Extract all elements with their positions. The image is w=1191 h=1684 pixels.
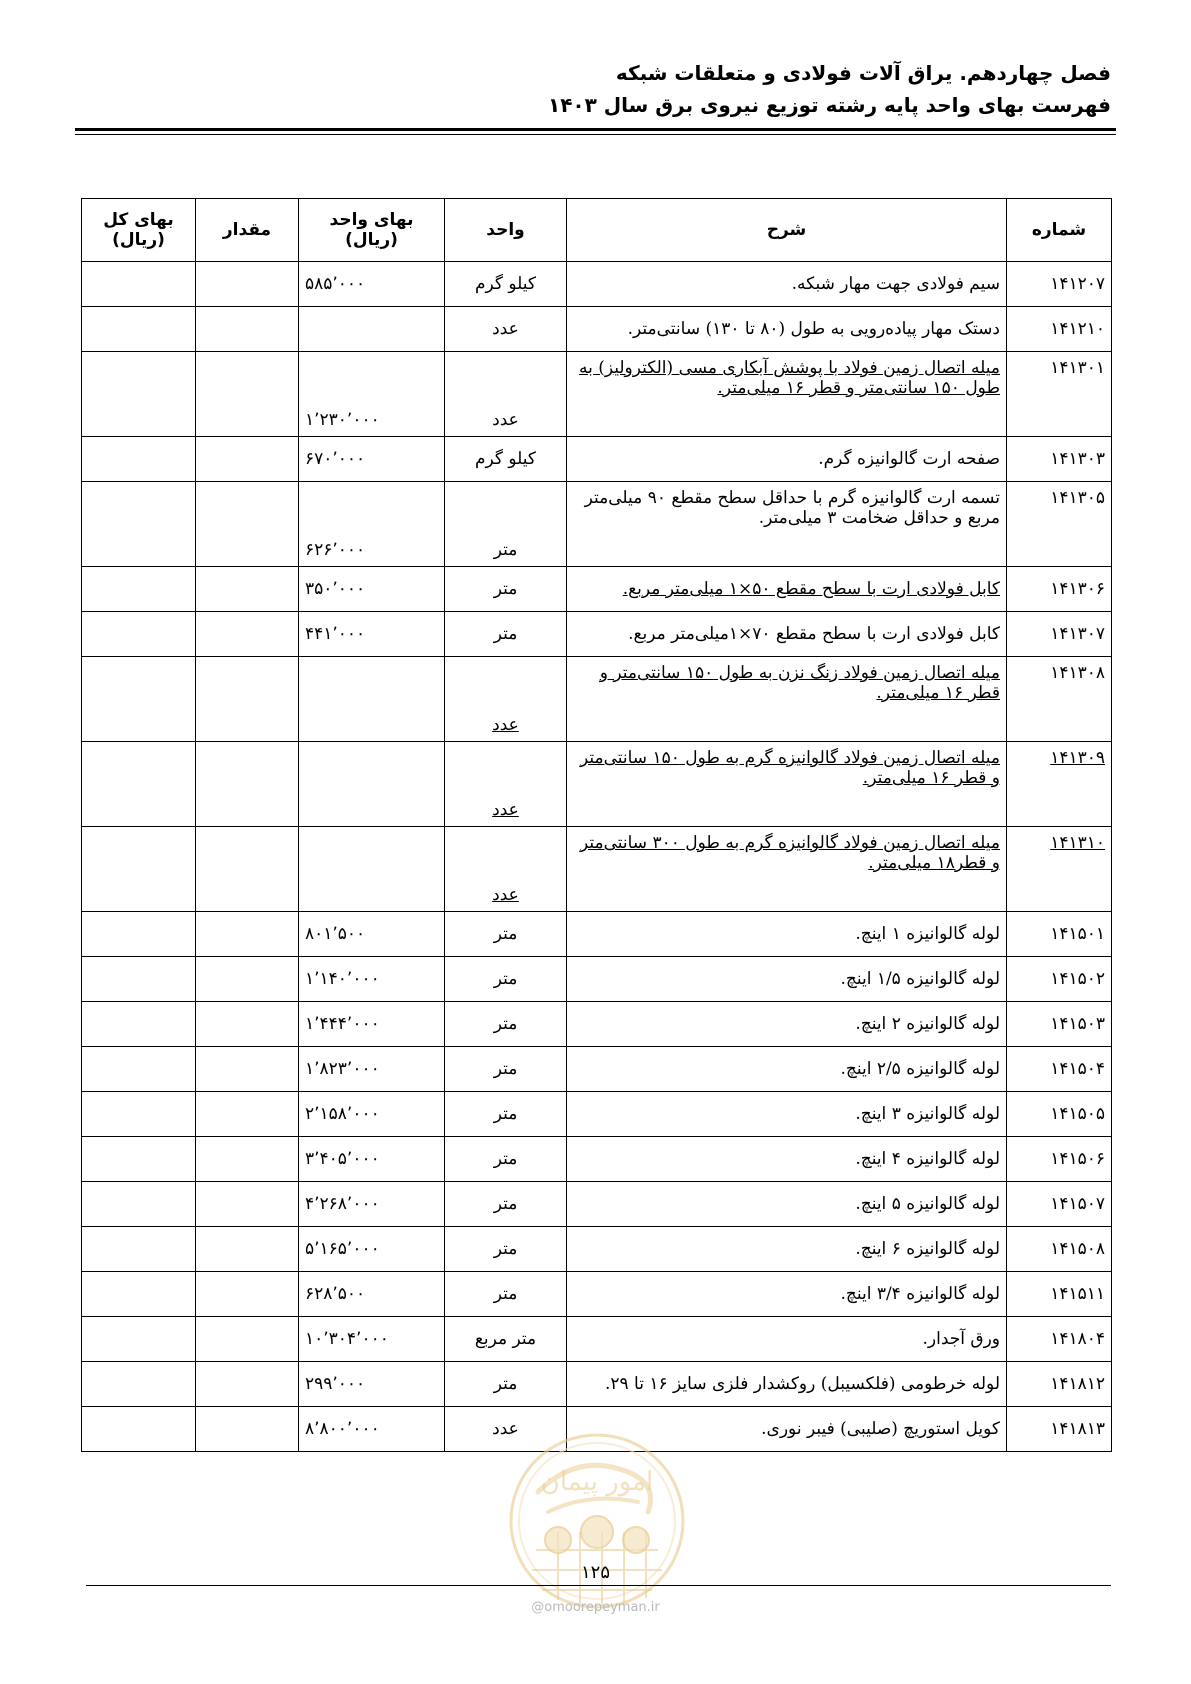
row-unit-text: عدد — [492, 715, 519, 735]
table-row — [82, 912, 1112, 957]
row-total — [82, 1407, 196, 1452]
row-unit-price: ۵٬۱۶۵٬۰۰۰ — [299, 1227, 445, 1272]
row-code: ۱۴۱۳۰۶ — [1007, 567, 1112, 612]
row-description — [567, 657, 1007, 742]
row-quantity — [196, 482, 299, 567]
row-description: لوله گالوانیزه ۱/۵ اینچ. — [567, 957, 1007, 1002]
table-row — [82, 352, 1112, 437]
row-code: ۱۴۱۳۰۳ — [1007, 437, 1112, 482]
row-quantity — [196, 957, 299, 1002]
row-unit-price: ۲٬۱۵۸٬۰۰۰ — [299, 1092, 445, 1137]
row-code: ۱۴۱۵۰۵ — [1007, 1092, 1112, 1137]
row-quantity — [196, 657, 299, 742]
row-total — [82, 482, 196, 567]
row-description: لوله گالوانیزه ۵ اینچ. — [567, 1182, 1007, 1227]
table-row — [82, 742, 1112, 827]
table-row — [82, 827, 1112, 912]
row-total — [82, 742, 196, 827]
logo-text: امور پیمان — [540, 1467, 654, 1497]
row-unit: متر — [445, 1047, 567, 1092]
row-quantity — [196, 1182, 299, 1227]
table-row — [82, 482, 1112, 567]
row-description: کویل استوریچ (صلیبی) فیبر نوری. — [567, 1407, 1007, 1452]
table-row — [82, 567, 1112, 612]
row-unit — [445, 742, 567, 827]
row-description: لوله گالوانیزه ۲ اینچ. — [567, 1002, 1007, 1047]
row-code: ۱۴۱۳۰۵ — [1007, 482, 1112, 567]
row-unit — [445, 827, 567, 912]
col-header-unit-price: بهای واحد (ریال) — [299, 199, 445, 262]
row-unit: متر — [445, 912, 567, 957]
row-unit: متر — [445, 1092, 567, 1137]
table-header-row — [82, 199, 1112, 262]
row-quantity — [196, 1227, 299, 1272]
chapter-title: فصل چهاردهم. یراق آلات فولادی و متعلقات شبکه — [615, 61, 1111, 85]
row-quantity — [196, 1092, 299, 1137]
row-total — [82, 957, 196, 1002]
row-quantity — [196, 612, 299, 657]
row-quantity — [196, 827, 299, 912]
page-number: ۱۲۵ — [580, 1562, 610, 1583]
row-total — [82, 437, 196, 482]
row-total — [82, 1272, 196, 1317]
row-unit-price: ۱٬۱۴۰٬۰۰۰ — [299, 957, 445, 1002]
row-total — [82, 1317, 196, 1362]
row-description: لوله گالوانیزه ۳/۴ اینچ. — [567, 1272, 1007, 1317]
price-list-title: فهرست بهای واحد پایه رشته توزیع نیروی برق سال ۱۴۰۳ — [548, 93, 1111, 117]
col-header-unit: واحد — [445, 199, 567, 262]
row-description: لوله گالوانیزه ۴ اینچ. — [567, 1137, 1007, 1182]
row-quantity — [196, 307, 299, 352]
row-code — [1007, 742, 1112, 827]
footer-rule — [86, 1585, 1111, 1586]
row-code: ۱۴۱۲۱۰ — [1007, 307, 1112, 352]
row-unit-price: ۱٬۸۲۳٬۰۰۰ — [299, 1047, 445, 1092]
row-description: دستک مهار پیاده‌رویی به طول (۸۰ تا ۱۳۰) سانتی‌متر. — [567, 307, 1007, 352]
row-code: ۱۴۱۸۰۴ — [1007, 1317, 1112, 1362]
row-description-text: میله اتصال زمین فولاد گالوانیزه گرم به طول ۱۵۰ سانتی‌متر و قطر ۱۶ میلی‌متر. — [579, 748, 1000, 788]
row-code: ۱۴۱۵۰۳ — [1007, 1002, 1112, 1047]
table-row — [82, 1182, 1112, 1227]
row-description: لوله گالوانیزه ۳ اینچ. — [567, 1092, 1007, 1137]
row-unit: متر — [445, 1362, 567, 1407]
row-total — [82, 1182, 196, 1227]
row-unit-price: ۴۴۱٬۰۰۰ — [299, 612, 445, 657]
row-total — [82, 1227, 196, 1272]
header-rule-thin — [75, 134, 1116, 135]
table-row — [82, 1092, 1112, 1137]
row-quantity — [196, 1407, 299, 1452]
row-description: لوله گالوانیزه ۱ اینچ. — [567, 912, 1007, 957]
row-unit: متر — [445, 612, 567, 657]
row-unit: متر — [445, 482, 567, 567]
row-code: ۱۴۱۵۱۱ — [1007, 1272, 1112, 1317]
table-row — [82, 1272, 1112, 1317]
row-unit-price — [299, 657, 445, 742]
row-unit: متر — [445, 1272, 567, 1317]
table-row — [82, 437, 1112, 482]
row-unit-price: ۱٬۴۴۴٬۰۰۰ — [299, 1002, 445, 1047]
table-row — [82, 1002, 1112, 1047]
row-unit-price — [299, 827, 445, 912]
row-quantity — [196, 1137, 299, 1182]
row-code-text: ۱۴۱۳۱۰ — [1050, 833, 1105, 853]
row-unit-price: ۵۸۵٬۰۰۰ — [299, 262, 445, 307]
row-description-text: کابل فولادی ارت با سطح مقطع ۵۰×۱ میلی‌متر مربع. — [622, 579, 1000, 599]
row-total — [82, 567, 196, 612]
row-description: صفحه ارت گالوانیزه گرم. — [567, 437, 1007, 482]
row-unit-price: ۱۰٬۳۰۴٬۰۰۰ — [299, 1317, 445, 1362]
col-header-quantity: مقدار — [196, 199, 299, 262]
row-code: ۱۴۱۸۱۲ — [1007, 1362, 1112, 1407]
page-header — [80, 58, 1111, 122]
row-unit: متر — [445, 1002, 567, 1047]
row-quantity — [196, 1272, 299, 1317]
row-unit: عدد — [445, 1407, 567, 1452]
row-total — [82, 827, 196, 912]
row-unit: عدد — [445, 307, 567, 352]
row-unit-text: عدد — [492, 800, 519, 820]
row-unit: کیلو گرم — [445, 262, 567, 307]
row-total — [82, 1002, 196, 1047]
row-description-text: میله اتصال زمین فولاد با پوشش آبکاری مسی (الکترولیز) به طول ۱۵۰ سانتی‌متر و قطر ۱۶ میلی‌متر. — [578, 358, 1000, 398]
row-description: لوله خرطومی (فلکسیبل) روکشدار فلزی سایز ۱۶ تا ۲۹. — [567, 1362, 1007, 1407]
row-unit: عدد — [445, 352, 567, 437]
row-unit-price: ۴٬۲۶۸٬۰۰۰ — [299, 1182, 445, 1227]
row-total — [82, 307, 196, 352]
table-row — [82, 262, 1112, 307]
row-unit-price: ۸۰۱٬۵۰۰ — [299, 912, 445, 957]
table-row — [82, 1317, 1112, 1362]
row-unit-price — [299, 307, 445, 352]
row-code: ۱۴۱۵۰۲ — [1007, 957, 1112, 1002]
header-rule-thick — [75, 128, 1116, 131]
row-total — [82, 262, 196, 307]
row-quantity — [196, 437, 299, 482]
row-description — [567, 352, 1007, 437]
row-total — [82, 352, 196, 437]
row-unit-price: ۶۲۸٬۵۰۰ — [299, 1272, 445, 1317]
row-code: ۱۴۱۵۰۱ — [1007, 912, 1112, 957]
row-total — [82, 657, 196, 742]
row-code: ۱۴۱۲۰۷ — [1007, 262, 1112, 307]
row-unit-price: ۶۲۶٬۰۰۰ — [299, 482, 445, 567]
table-row — [82, 307, 1112, 352]
row-total — [82, 912, 196, 957]
row-description: لوله گالوانیزه ۲/۵ اینچ. — [567, 1047, 1007, 1092]
row-quantity — [196, 912, 299, 957]
table-row — [82, 1047, 1112, 1092]
row-description — [567, 827, 1007, 912]
row-unit: متر — [445, 1227, 567, 1272]
row-unit-price: ۲۹۹٬۰۰۰ — [299, 1362, 445, 1407]
row-unit-price: ۱٬۲۳۰٬۰۰۰ — [299, 352, 445, 437]
col-header-code: شماره — [1007, 199, 1112, 262]
row-unit-price — [299, 742, 445, 827]
row-description: لوله گالوانیزه ۶ اینچ. — [567, 1227, 1007, 1272]
row-code: ۱۴۱۳۰۷ — [1007, 612, 1112, 657]
table-row — [82, 1227, 1112, 1272]
row-unit — [445, 657, 567, 742]
row-unit-text: عدد — [492, 885, 519, 905]
row-description-text: میله اتصال زمین فولاد گالوانیزه گرم به طول ۳۰۰ سانتی‌متر و قطر۱۸ میلی‌متر. — [579, 833, 1000, 873]
row-unit: متر — [445, 1137, 567, 1182]
row-code: ۱۴۱۳۰۸ — [1007, 657, 1112, 742]
table-row — [82, 1137, 1112, 1182]
col-header-description: شرح — [567, 199, 1007, 262]
row-code: ۱۴۱۵۰۷ — [1007, 1182, 1112, 1227]
row-quantity — [196, 742, 299, 827]
row-quantity — [196, 1002, 299, 1047]
row-unit-price: ۳۵۰٬۰۰۰ — [299, 567, 445, 612]
row-code: ۱۴۱۵۰۶ — [1007, 1137, 1112, 1182]
row-description — [567, 567, 1007, 612]
row-code: ۱۴۱۵۰۴ — [1007, 1047, 1112, 1092]
row-quantity — [196, 352, 299, 437]
row-quantity — [196, 1317, 299, 1362]
col-header-total-price: بهای کل (ریال) — [82, 199, 196, 262]
row-unit: متر — [445, 1182, 567, 1227]
row-unit-price: ۶۷۰٬۰۰۰ — [299, 437, 445, 482]
omoore-peyman-logo-watermark — [508, 1432, 686, 1610]
row-total — [82, 1137, 196, 1182]
row-code: ۱۴۱۳۰۱ — [1007, 352, 1112, 437]
row-unit: متر — [445, 957, 567, 1002]
website-watermark: @omoorepeyman.ir — [531, 1600, 660, 1615]
row-description: تسمه ارت گالوانیزه گرم با حداقل سطح مقطع ۹۰ میلی‌متر مربع و حداقل ضخامت ۳ میلی‌متر. — [567, 482, 1007, 567]
row-description: کابل فولادی ارت با سطح مقطع ۷۰×۱میلی‌متر مربع. — [567, 612, 1007, 657]
row-description: سیم فولادی جهت مهار شبکه. — [567, 262, 1007, 307]
table-row — [82, 612, 1112, 657]
row-code-text: ۱۴۱۳۰۹ — [1050, 748, 1105, 768]
row-unit: کیلو گرم — [445, 437, 567, 482]
row-description-text: میله اتصال زمین فولاد زنگ نزن به طول ۱۵۰ سانتی‌متر و قطر ۱۶ میلی‌متر. — [599, 663, 1000, 703]
table-row — [82, 957, 1112, 1002]
table-row — [82, 657, 1112, 742]
row-unit: متر — [445, 567, 567, 612]
table-row — [82, 1362, 1112, 1407]
row-total — [82, 1047, 196, 1092]
row-quantity — [196, 1362, 299, 1407]
row-unit-price: ۳٬۴۰۵٬۰۰۰ — [299, 1137, 445, 1182]
row-description: ورق آجدار. — [567, 1317, 1007, 1362]
row-code: ۱۴۱۵۰۸ — [1007, 1227, 1112, 1272]
row-total — [82, 1362, 196, 1407]
row-quantity — [196, 1047, 299, 1092]
row-unit-price: ۸٬۸۰۰٬۰۰۰ — [299, 1407, 445, 1452]
row-description — [567, 742, 1007, 827]
row-code: ۱۴۱۸۱۳ — [1007, 1407, 1112, 1452]
row-code — [1007, 827, 1112, 912]
row-quantity — [196, 567, 299, 612]
row-unit: متر مربع — [445, 1317, 567, 1362]
row-total — [82, 612, 196, 657]
row-quantity — [196, 262, 299, 307]
row-total — [82, 1092, 196, 1137]
price-table — [81, 198, 1112, 1452]
